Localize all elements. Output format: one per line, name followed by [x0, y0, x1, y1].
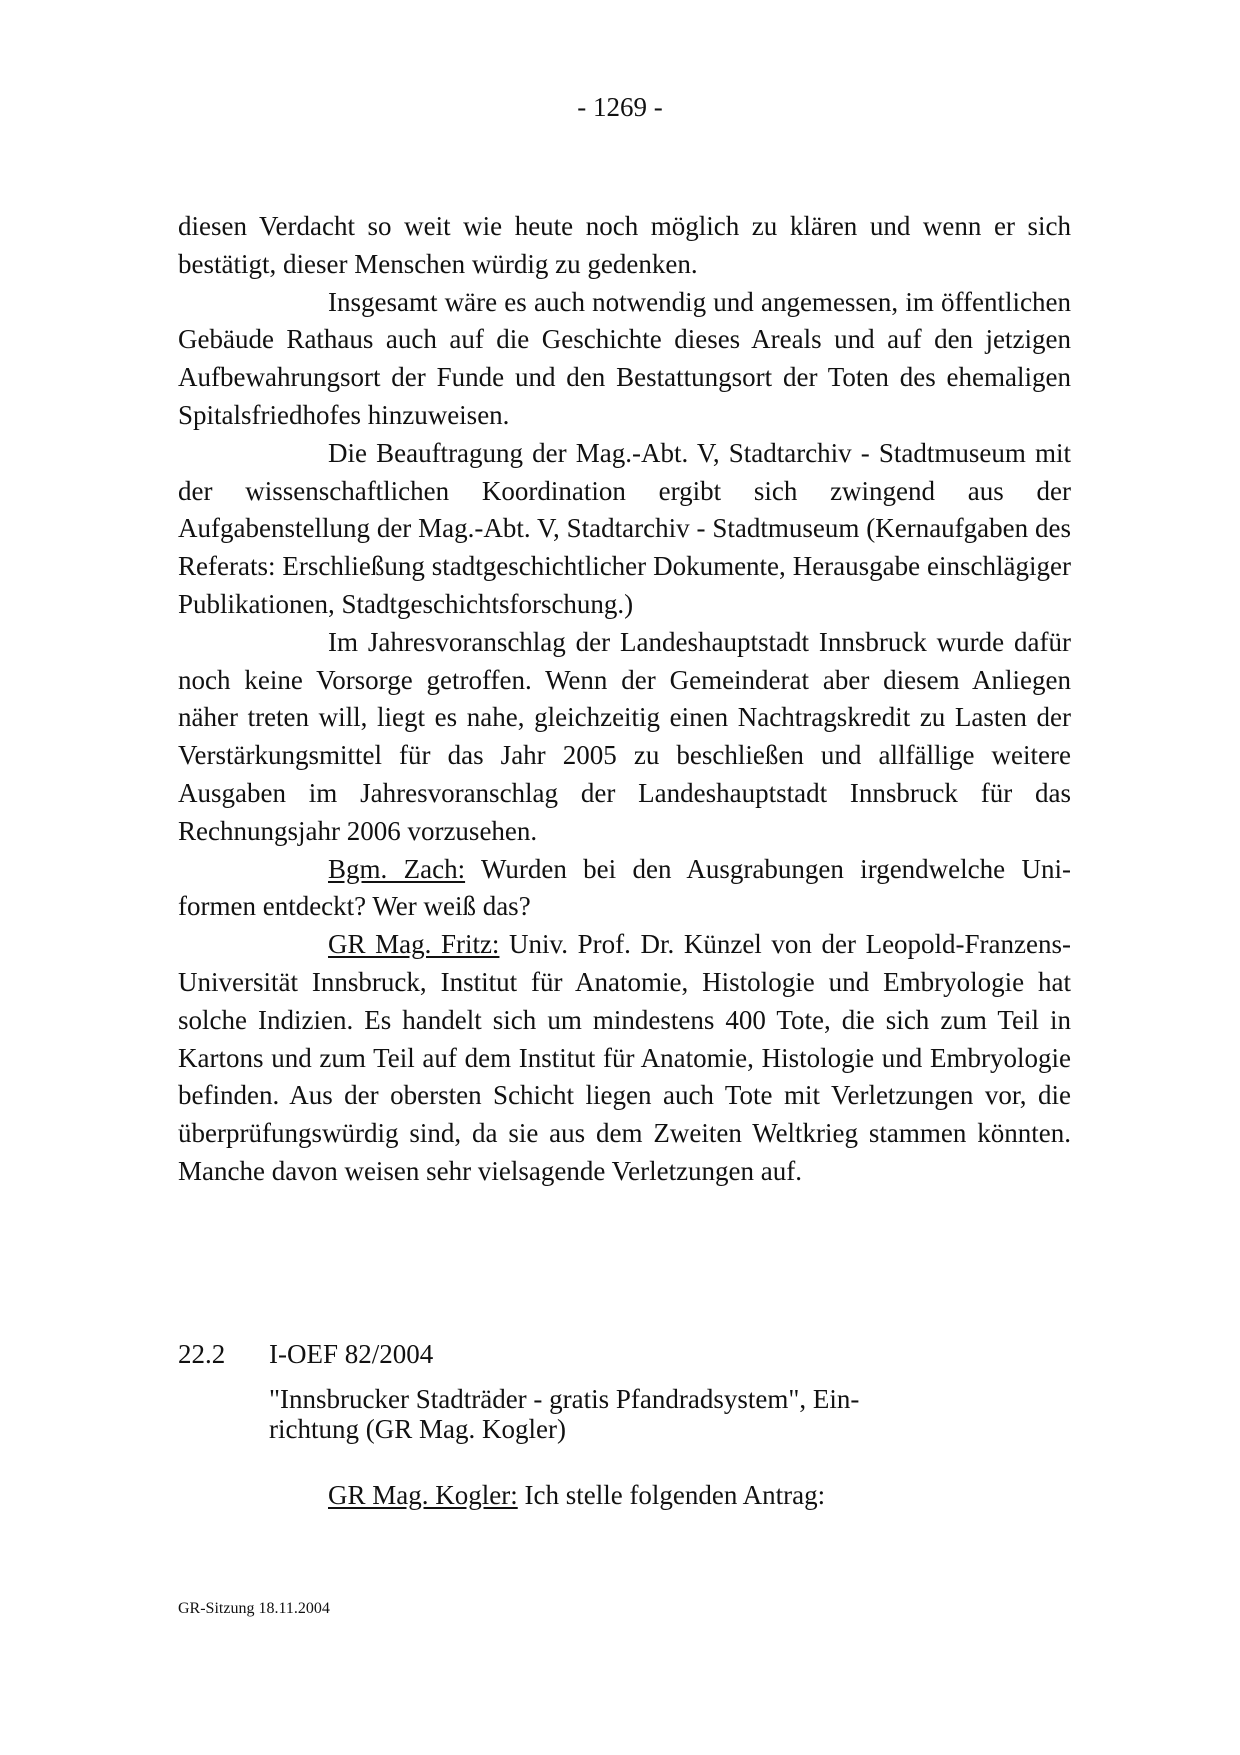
- request-text: Ich stelle folgenden Antrag:: [517, 1480, 826, 1510]
- speech-text: Univ. Prof. Dr. Künzel von der Leopold-Franzens-Universität Innsbruck, Institut für Anatomie, Histologie und Embryologie hat solche Indizien. Es handelt sich um mindestens 400 Tote, die sich zum Teil in Kartons und zum Teil auf dem Institut für Anatomie, Histologie und Embryologie befinden. Aus der obersten Schicht liegen auch Tote mit Verletzungen vor, die überprüfungswürdig sind, da sie aus dem Zweiten Weltkrieg stammen könnten. Manche davon weisen sehr vielsagende Verletzungen auf.: [178, 929, 1071, 1186]
- agenda-title: "Innsbrucker Stadträder - gratis Pfandradsystem", Einrichtung (GR Mag. Kogler): [269, 1384, 860, 1444]
- agenda-header: [178, 1336, 1071, 1372]
- footer-session: GR-Sitzung 18.11.2004: [178, 1600, 330, 1617]
- paragraph-1: diesen Verdacht so weit wie heute noch möglich zu klären und wenn er sich bestätigt, dieser Menschen würdig zu gedenken.: [178, 211, 1071, 279]
- agenda-number: 22.2: [178, 1339, 226, 1369]
- agenda-item: [178, 1336, 1071, 1444]
- paragraph-5: [178, 851, 1071, 927]
- speaker-name: GR Mag. Fritz:: [328, 929, 500, 960]
- request-line: [328, 1477, 825, 1513]
- page-number: - 1269 -: [577, 92, 663, 122]
- speaker-name: GR Mag. Kogler:: [328, 1480, 518, 1510]
- paragraph-3: Die Beauftragung der Mag.-Abt. V, Stadtarchiv - Stadtmuseum mit der wissenschaftlichen Koordination ergibt sich zwingend aus der Aufgabenstellung der Mag.-Abt. V, Stadtarchiv - Stadtmuseum (Kernaufgaben des Referats: Erschließung stadtgeschichtlicher Dokumente, Herausgabe einschlägiger Publikationen, Stadtgeschichtsforschung.): [178, 437, 1071, 619]
- speaker-name: Bgm. Zach:: [328, 853, 466, 884]
- paragraph-6: [178, 926, 1071, 1191]
- paragraph-4: Im Jahresvoranschlag der Landeshauptstadt Innsbruck wurde dafür noch keine Vorsorge getroffen. Wenn der Gemeinderat aber diesem Anliegen näher treten will, liegt es nahe, gleichzeitig einen Nachtragskredit zu Lasten der Verstärkungsmittel für das Jahr 2005 zu beschließen und allfällige weitere Ausgaben im Jahresvoranschlag der Landeshauptstadt Innsbruck für das Rechnungsjahr 2006 vorzusehen.: [178, 626, 1071, 846]
- paragraph-2: Insgesamt wäre es auch notwendig und angemessen, im öffentlichen Gebäude Rathaus auch auf die Geschichte dieses Areals und auf den jetzigen Aufbewahrungsort der Funde und den Bestattungsort der Toten des ehemaligen Spitalsfriedhofes hinzuweisen.: [178, 286, 1071, 430]
- agenda-reference: I-OEF 82/2004: [269, 1339, 434, 1369]
- document-body: [178, 208, 1071, 1191]
- speech-text: Wurden bei den Ausgrabungen irgendwelche Uniformen entdeckt? Wer weiß das?: [178, 853, 1071, 922]
